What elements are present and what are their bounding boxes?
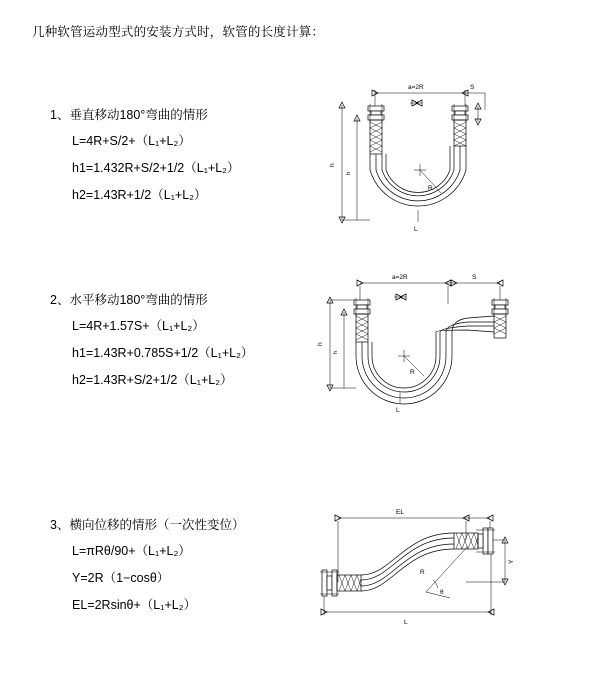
section-1-figure — [300, 70, 590, 260]
svg-text:L: L — [404, 619, 408, 626]
svg-text:h: h — [333, 350, 339, 354]
section-1-title: 1、垂直移动180°弯曲的情形 — [50, 108, 208, 122]
section-3-text — [50, 515, 295, 622]
horizontal-180-bend-diagram — [300, 260, 590, 450]
svg-text:h: h — [317, 342, 324, 346]
section-2-formula-1: L=4R+1.57S+（L₁+L₂） — [72, 319, 205, 333]
section-3-formula-3: EL=2Rsinθ+（L₁+L₂） — [72, 598, 197, 612]
section-1-formula-1: L=4R+S/2+（L₁+L₂） — [72, 134, 191, 148]
section-3-title: 3、横向位移的情形（一次性变位） — [50, 518, 245, 532]
section-2-formula-2: h1=1.43R+0.785S+1/2（L₁+L₂） — [72, 346, 254, 360]
svg-text:h: h — [329, 163, 336, 167]
svg-text:a=2R: a=2R — [408, 84, 424, 91]
svg-text:S: S — [470, 84, 475, 91]
svg-text:θ: θ — [440, 589, 444, 596]
section-2-title: 2、水平移动180°弯曲的情形 — [50, 293, 208, 307]
section-2-figure — [300, 260, 590, 450]
svg-text:h: h — [346, 171, 352, 175]
svg-text:R: R — [428, 185, 433, 192]
section-3-figure — [300, 500, 590, 640]
section-1-text — [50, 105, 295, 212]
svg-text:EL: EL — [396, 509, 404, 516]
vertical-180-bend-diagram — [300, 70, 590, 260]
page-title: 几种软管运动型式的安装方式时，软管的长度计算： — [32, 25, 325, 39]
svg-text:R: R — [420, 569, 425, 576]
svg-text:R: R — [410, 369, 415, 376]
section-2-formula-3: h2=1.43R+S/2+1/2（L₁+L₂） — [72, 373, 233, 387]
svg-text:a=2R: a=2R — [392, 274, 408, 281]
section-3-formula-2: Y=2R（1−cosθ） — [72, 571, 170, 585]
lateral-offset-diagram — [300, 500, 590, 640]
svg-text:L: L — [396, 407, 400, 414]
svg-text:L: L — [414, 226, 418, 233]
section-1-formula-2: h1=1.432R+S/2+1/2（L₁+L₂） — [72, 161, 240, 175]
section-3-formula-1: L=πRθ/90+（L₁+L₂） — [72, 544, 191, 558]
section-1-formula-3: h2=1.43R+1/2（L₁+L₂） — [72, 188, 207, 202]
svg-text:Y: Y — [508, 559, 515, 564]
svg-text:S: S — [472, 274, 477, 281]
section-2-text — [50, 290, 295, 397]
